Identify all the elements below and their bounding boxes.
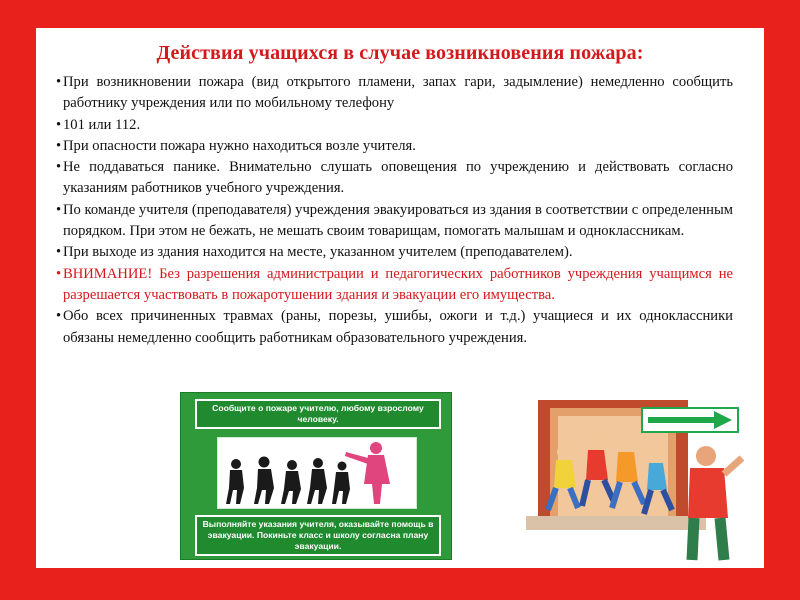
evacuation-poster: [180, 392, 452, 560]
page-title: Действия учащихся в случае возникновения пожара:: [156, 42, 644, 64]
bullet: •: [56, 159, 62, 176]
instruction-text: При опасности пожара нужно находиться возле учителя.: [63, 137, 416, 154]
instruction-text: Не поддаваться панике. Внимательно слушать оповещения по учреждению и действовать согласно указаниям работников учебного учреждения.: [63, 159, 733, 197]
instruction-text: 101 или 112.: [63, 116, 141, 133]
bullet: •: [56, 201, 62, 218]
instruction-text: При возникновении пожара (вид открытого пламени, запах гари, задымление) немедленно сообщить работнику учреждения или по мобильному телефону: [63, 74, 733, 112]
instruction-text: При выходе из здания находится на месте, указанном учителем (преподавателем).: [63, 244, 573, 261]
instruction-item: [56, 136, 733, 157]
bullet: •: [56, 137, 62, 154]
instructions-list: [56, 72, 733, 349]
children-following-teacher-image: [217, 437, 417, 509]
instruction-item: [56, 72, 733, 115]
bullet: •: [56, 308, 62, 325]
evacuation-illustration: [486, 398, 746, 563]
bullet: •: [56, 74, 62, 90]
instruction-item: [56, 242, 733, 263]
bullet: •: [56, 244, 62, 261]
instruction-text: Обо всех причиненных травмах (раны, порезы, ушибы, ожоги и т.д.) учащиеся и их одноклассники обязаны немедленно сообщить работникам образовательного учреждения.: [63, 308, 733, 346]
warning-item: [56, 264, 733, 307]
instruction-text: По команде учителя (преподавателя) учреждения эвакуироваться из здания в соответствии с определенным порядком. При этом не бежать, не мешать своим товарищам, помогать малышам и одноклассникам.: [63, 201, 733, 240]
instruction-item: [56, 157, 733, 200]
instruction-item: [56, 200, 733, 243]
poster-top-caption: Сообщите о пожаре учителю, любому взрослому человеку.: [195, 399, 441, 429]
instruction-text: ВНИМАНИЕ! Без разрешения администрации и педагогических работников учреждения учащимся не разрешается участвовать в пожаротушении здания и эвакуации его имущества.: [63, 265, 733, 303]
poster-bottom-caption: Выполняйте указания учителя, оказывайте помощь в эвакуации. Покиньте класс и школу согласна плану эвакуации.: [195, 515, 441, 556]
bullet: •: [56, 116, 62, 133]
bullet: •: [56, 265, 62, 282]
exit-arrow-icon: [642, 408, 738, 432]
instruction-item: [56, 306, 733, 349]
instruction-item: [56, 115, 733, 136]
slide: [36, 28, 764, 568]
